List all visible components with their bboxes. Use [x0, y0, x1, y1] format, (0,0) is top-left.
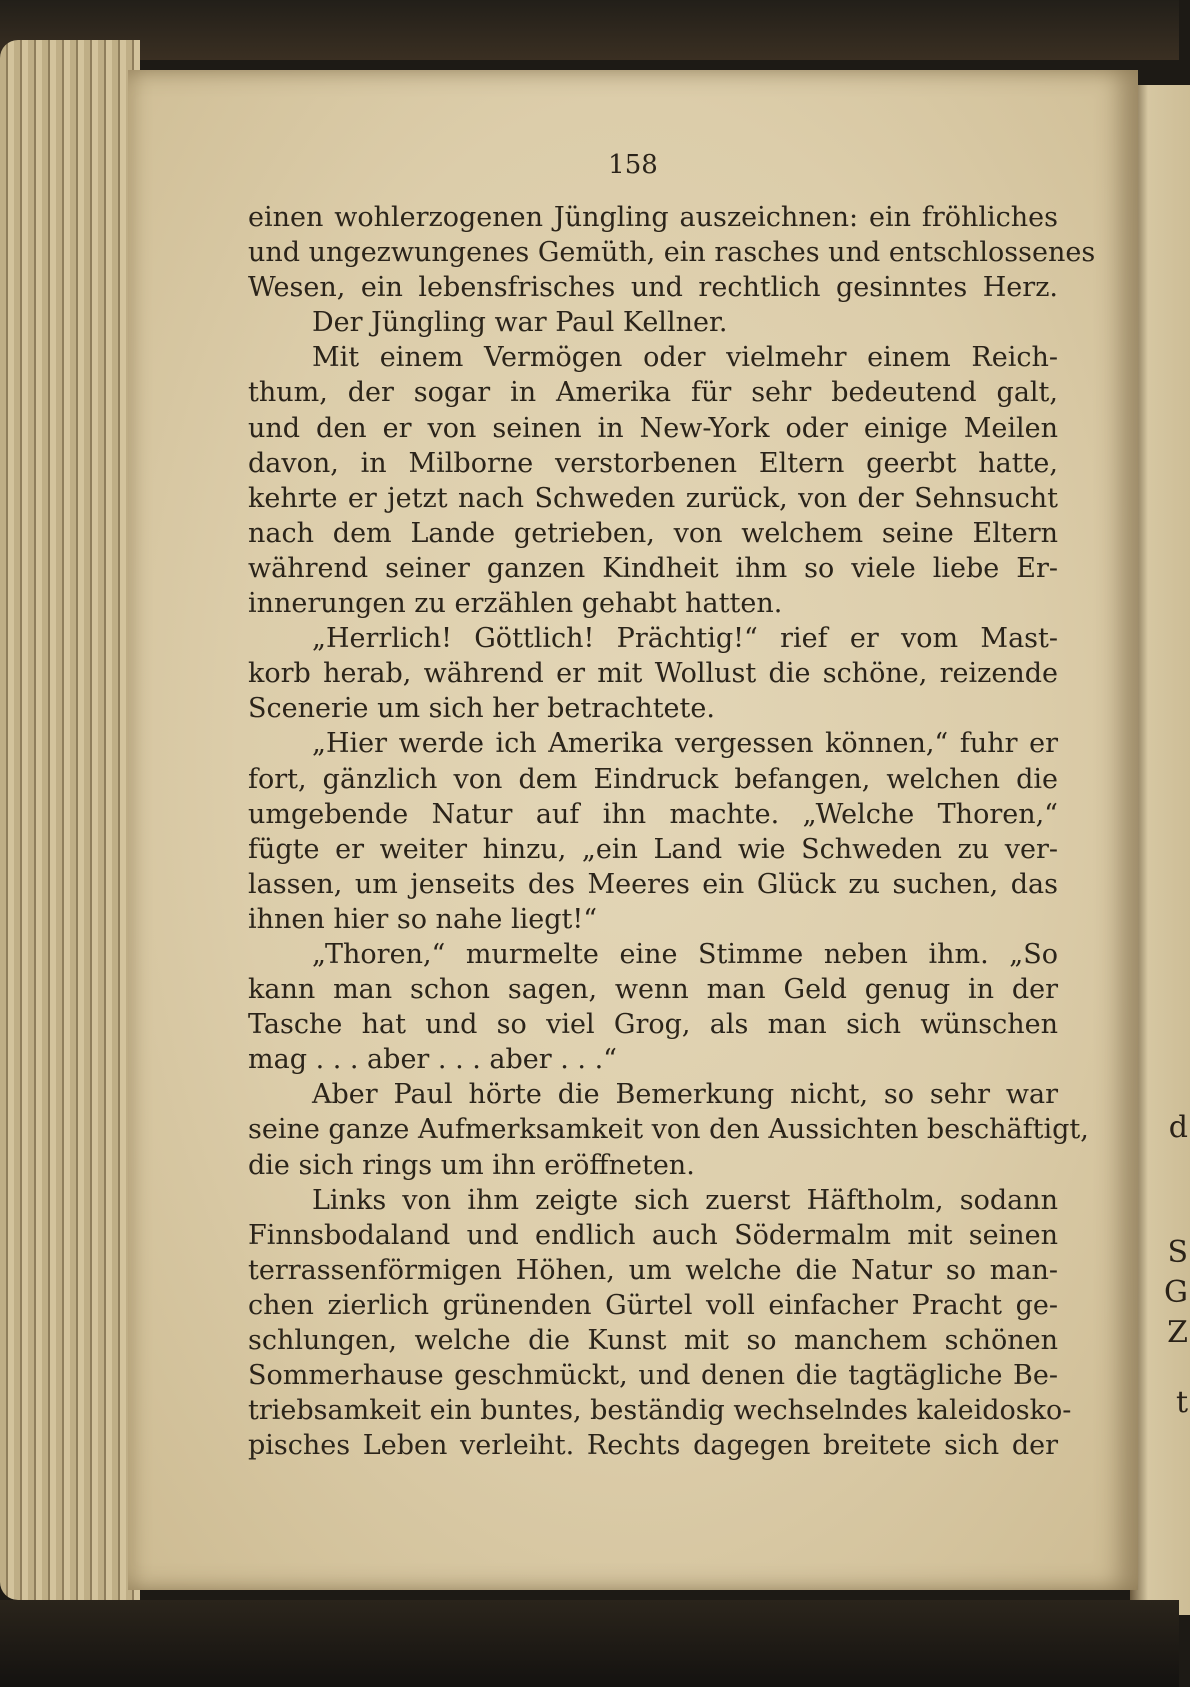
text-line: davon, in Milborne verstorbenen Eltern geerbt hatte, — [248, 447, 1058, 479]
text-line: Mit einem Vermögen oder vielmehr einem Reich- — [312, 342, 1058, 374]
text-line: nach dem Lande getrieben, von welchem seine Eltern — [248, 517, 1058, 549]
text-line: korb herab, während er mit Wollust die schöne, reizende — [248, 658, 1058, 690]
text-line: seine ganze Aufmerksamkeit von den Aussichten beschäftigt, — [248, 1114, 1089, 1146]
text-line: umgebende Natur auf ihn machte. „Welche Thoren,“ — [248, 798, 1058, 830]
text-line: „Herrlich! Göttlich! Prächtig!“ rief er vom Mast- — [312, 623, 1058, 655]
page-number: 158 — [608, 150, 658, 180]
text-line: und den er von seinen in New-York oder einige Meilen — [248, 412, 1058, 444]
text-line: triebsamkeit ein buntes, beständig wechselndes kaleidosko- — [248, 1395, 1072, 1427]
text-line: „Thoren,“ murmelte eine Stimme neben ihm. „So — [312, 938, 1058, 970]
text-line: und ungezwungenes Gemüth, ein rasches und entschlossenes — [248, 237, 1096, 269]
text-line: Aber Paul hörte die Bemerkung nicht, so sehr war — [312, 1079, 1058, 1111]
text-line: innerungen zu erzählen gehabt hatten. — [248, 588, 783, 620]
text-line: ihnen hier so nahe liegt!“ — [248, 903, 598, 935]
text-line: fügte er weiter hinzu, „ein Land wie Schweden zu ver- — [248, 833, 1058, 865]
text-line: einen wohlerzogenen Jüngling auszeichnen: ein fröhliches — [248, 202, 1058, 233]
text-line: Tasche hat und so viel Grog, als man sich wünschen — [248, 1009, 1058, 1041]
text-line: Finnsbodaland und endlich auch Södermalm mit seinen — [248, 1219, 1058, 1251]
facing-page-letter: Z — [1167, 1315, 1188, 1350]
text-line: mag . . . aber . . . aber . . .“ — [248, 1044, 617, 1076]
text-line: „Hier werde ich Amerika vergessen können,“ fuhr er — [312, 728, 1058, 760]
text-line: Scenerie um sich her betrachtete. — [248, 693, 715, 725]
text-line: kann man schon sagen, wenn man Geld genug in der — [248, 974, 1058, 1006]
facing-page-letter: t — [1175, 1385, 1188, 1420]
facing-page-edge — [1130, 85, 1190, 1615]
text-line: thum, der sogar in Amerika für sehr bedeutend galt, — [248, 377, 1058, 409]
book-page — [128, 70, 1138, 1590]
facing-page-letter: G — [1164, 1275, 1188, 1310]
page-stack-left — [0, 40, 140, 1600]
text-line: während seiner ganzen Kindheit ihm so viele liebe Er- — [248, 552, 1058, 584]
book-cover-top — [0, 0, 1179, 60]
text-line: Wesen, ein lebensfrisches und rechtlich gesinntes Herz. — [248, 272, 1058, 304]
text-line: Der Jüngling war Paul Kellner. — [312, 307, 728, 339]
page-text — [248, 200, 1096, 1463]
text-line: Links von ihm zeigte sich zuerst Häftholm, sodann — [312, 1184, 1058, 1216]
text-line: lassen, um jenseits des Meeres ein Glück zu suchen, das — [248, 868, 1058, 900]
facing-page-letter: d — [1168, 1110, 1188, 1145]
book-cover-bottom — [0, 1600, 1179, 1687]
facing-page-letter: S — [1167, 1235, 1188, 1270]
text-line: fort, gänzlich von dem Eindruck befangen, welchen die — [248, 763, 1058, 795]
text-line: Sommerhause geschmückt, und denen die tagtägliche Be- — [248, 1360, 1058, 1392]
text-line: kehrte er jetzt nach Schweden zurück, von der Sehnsucht — [248, 482, 1058, 514]
text-line: pisches Leben verleiht. Rechts dagegen breitete sich der — [248, 1430, 1058, 1462]
text-line: chen zierlich grünenden Gürtel voll einfacher Pracht ge- — [248, 1289, 1058, 1321]
text-line: schlungen, welche die Kunst mit so manchem schönen — [248, 1325, 1058, 1356]
text-line: terrassenförmigen Höhen, um welche die Natur so man- — [248, 1254, 1058, 1286]
text-line: die sich rings um ihn eröffneten. — [248, 1149, 695, 1181]
